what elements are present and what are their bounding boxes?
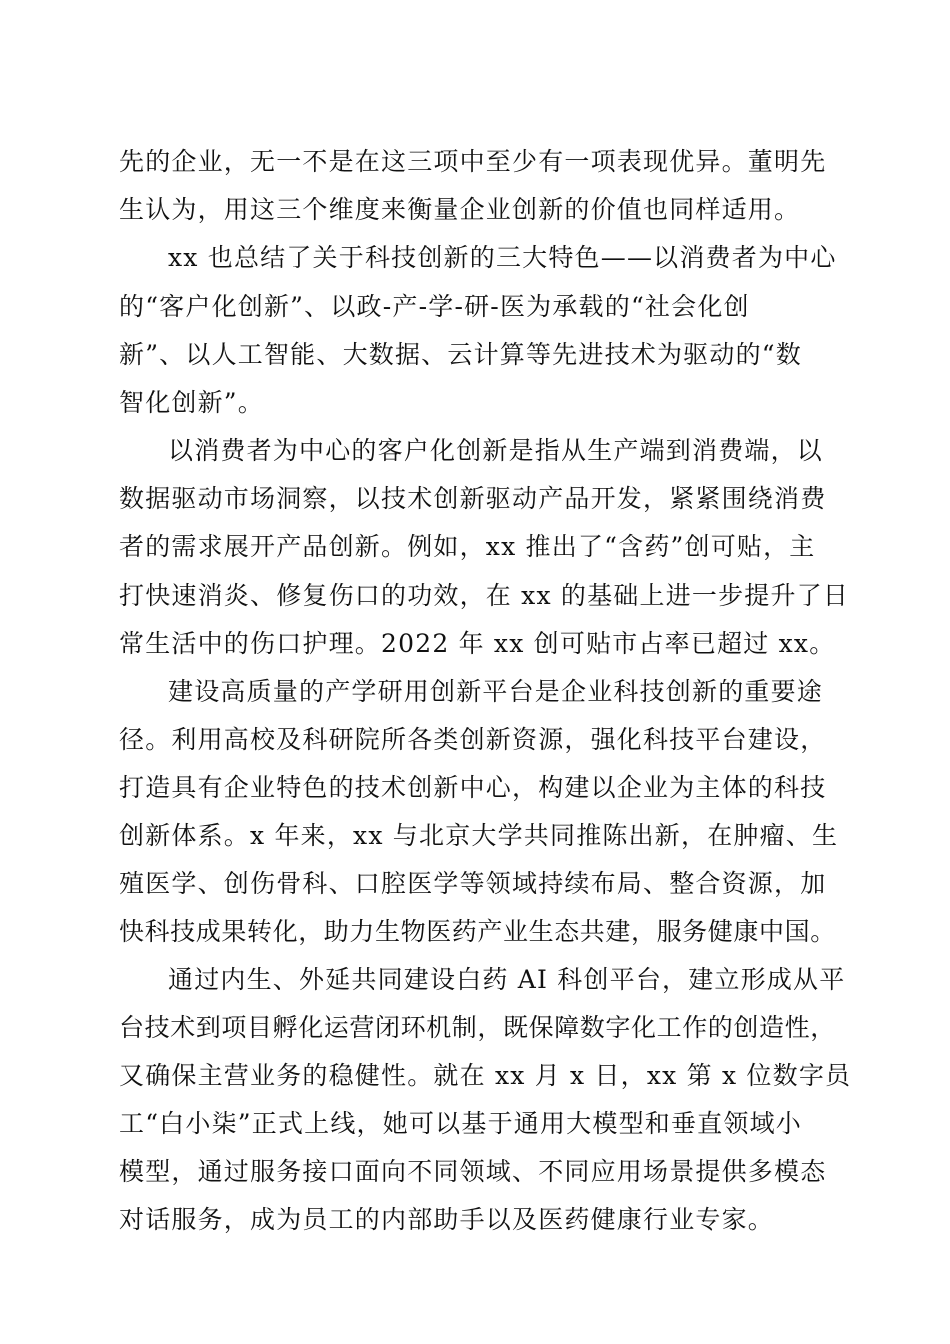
text-line: 通过内生、外延共同建设白药 AI 科创平台，建立形成从平 — [168, 965, 846, 994]
text-line: 打快速消炎、修复伤口的功效，在 xx 的基础上进一步提升了日 — [119, 581, 850, 610]
text-line: 快科技成果转化，助力生物医药产业生态共建，服务健康中国。 — [119, 917, 836, 946]
text-line: xx 也总结了关于科技创新的三大特色——以消费者为中心 — [168, 243, 837, 272]
text-line: 殖医学、创伤骨科、口腔医学等领域持续布局、整合资源，加 — [119, 869, 827, 898]
text-line: 打造具有企业特色的技术创新中心，构建以企业为主体的科技 — [119, 773, 827, 802]
text-line: 建设高质量的产学研用创新平台是企业科技创新的重要途 — [168, 677, 824, 706]
text-line: 常生活中的伤口护理。2022 年 xx 创可贴市占率已超过 xx。 — [119, 629, 836, 658]
text-line: 模型，通过服务接口面向不同领域、不同应用场景提供多模态 — [119, 1157, 827, 1186]
text-line: 工“白小柒”正式上线，她可以基于通用大模型和垂直领域小 — [119, 1109, 802, 1138]
text-line: 数据驱动市场洞察，以技术创新驱动产品开发，紧紧围绕消费 — [119, 484, 827, 513]
text-line: 创新体系。x 年来，xx 与北京大学共同推陈出新，在肿瘤、生 — [119, 821, 839, 850]
text-line: 先的企业，无一不是在这三项中至少有一项表现优异。董明先 — [119, 147, 827, 176]
text-line: 新”、以人工智能、大数据、云计算等先进技术为驱动的“数 — [119, 340, 802, 369]
text-line: 智化创新”。 — [119, 388, 264, 417]
text-line: 生认为，用这三个维度来衡量企业创新的价值也同样适用。 — [119, 195, 801, 224]
text-line: 对话服务，成为员工的内部助手以及医药健康行业专家。 — [119, 1205, 775, 1234]
text-line: 台技术到项目孵化运营闭环机制，既保障数字化工作的创造性， — [119, 1013, 836, 1042]
text-line: 又确保主营业务的稳健性。就在 xx 月 x 日，xx 第 x 位数字员 — [119, 1061, 852, 1090]
text-line: 径。利用高校及科研院所各类创新资源，强化科技平台建设， — [119, 725, 827, 754]
text-line: 者的需求展开产品创新。例如，xx 推出了“含药”创可贴，主 — [119, 532, 816, 561]
text-line: 以消费者为中心的客户化创新是指从生产端到消费端，以 — [168, 436, 824, 465]
text-line: 的“客户化创新”、以政-产-学-研-医为承载的“社会化创 — [119, 292, 750, 321]
